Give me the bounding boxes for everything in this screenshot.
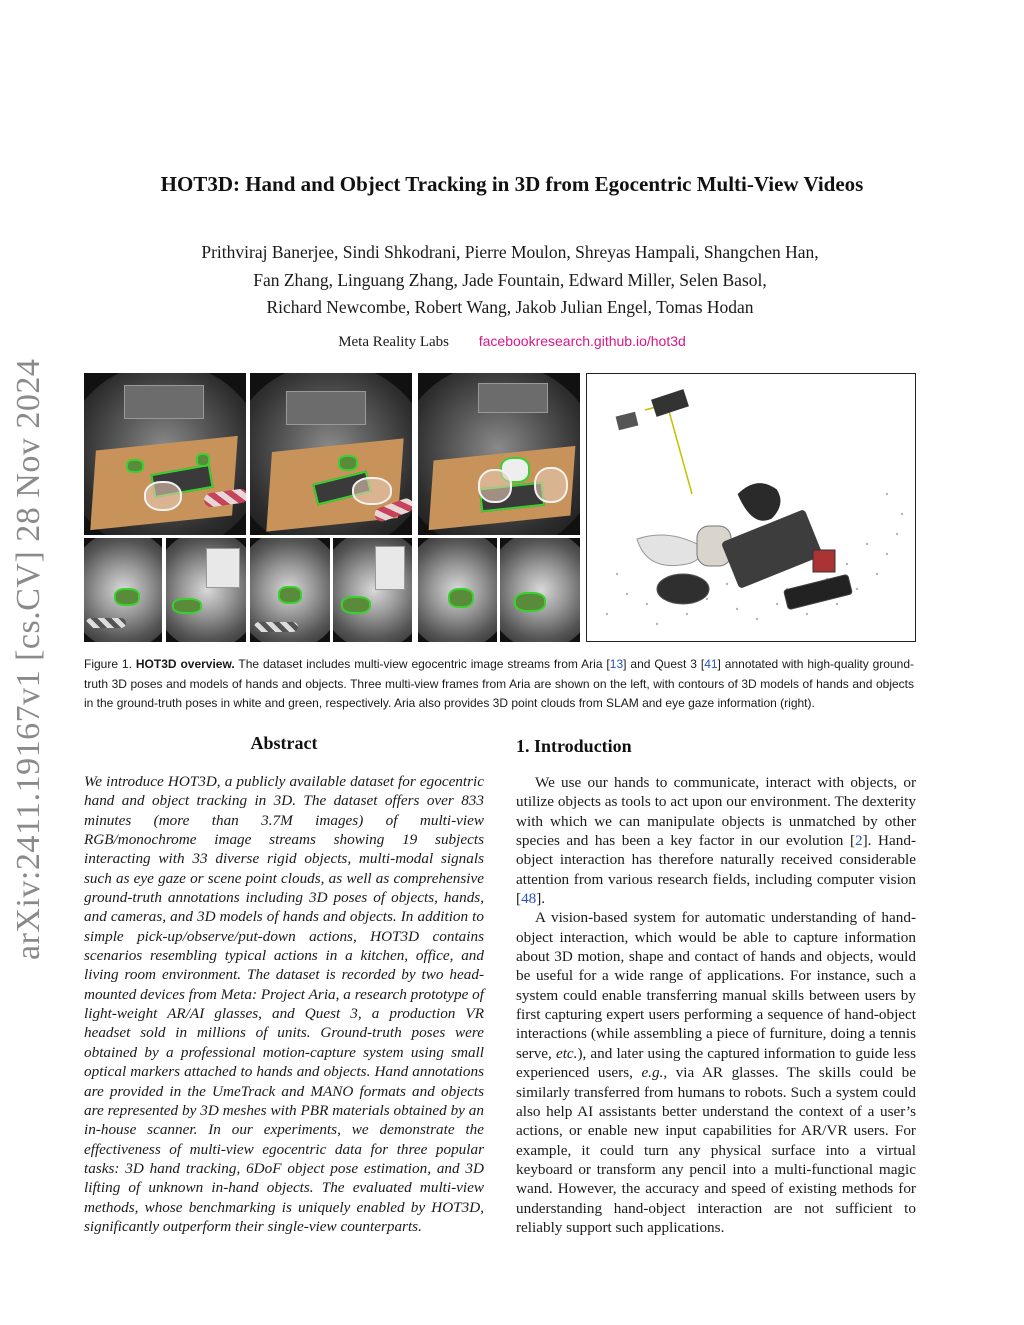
citation-link[interactable]: 13 — [609, 657, 624, 671]
hand-contour — [478, 469, 512, 503]
aria-rgb-frame-1 — [84, 373, 246, 535]
figure-label: Figure 1. — [84, 657, 132, 671]
figure-caption-title: HOT3D overview. — [135, 657, 235, 671]
citation-link[interactable]: 48 — [521, 890, 537, 908]
intro-paragraph-2 — [516, 908, 916, 1237]
arm — [86, 618, 126, 628]
aria-mono-frame-2a — [250, 538, 330, 642]
hand-contour — [144, 481, 182, 511]
keyboard-model — [721, 509, 823, 589]
wall-shelf — [124, 385, 204, 419]
object-contour — [448, 588, 474, 608]
intro-text: etc. — [555, 1044, 578, 1062]
camera-frustum — [616, 412, 639, 430]
object-contour — [172, 598, 202, 614]
intro-text: e.g. — [641, 1064, 664, 1082]
aria-rgb-frame-3 — [418, 373, 580, 535]
hand-contour — [534, 467, 568, 503]
caption-text: ] and Quest 3 [ — [623, 657, 705, 671]
paper-title: HOT3D: Hand and Object Tracking in 3D from Egocentric Multi-View Videos — [160, 172, 864, 196]
point-cloud-panel — [586, 373, 916, 642]
intro-text: ]. Hand-object interaction has therefore naturally received considerable attention from various research fields, including computer vision [ — [516, 832, 917, 908]
aria-mono-frame-2b — [333, 538, 412, 642]
fisheye-view — [500, 538, 580, 642]
author-line-2: Fan Zhang, Linguang Zhang, Jade Fountain, Edward Miller, Selen Basol, — [253, 269, 767, 290]
rubiks-cube-model — [813, 550, 835, 572]
intro-text: We use our hands to communicate, interact with objects, or utilize objects as tools to act upon our environment. The dexterity with which we can manipulate objects is unmatched by other species and has been a key factor in our evolution [ — [516, 774, 916, 850]
aria-mono-frame-1a — [84, 538, 162, 642]
object-contour — [196, 453, 210, 467]
point-cloud-render — [587, 374, 916, 642]
project-link[interactable]: facebookresearch.github.io/hot3d — [478, 333, 686, 349]
intro-paragraph-1 — [516, 773, 916, 908]
caption-text: ] annotated with high-quality ground-truth 3D poses and models of hands and objects. Three multi-view frames from Aria are shown on the left, with contours of 3D models of hands and objects in the ground-truth poses in white and green, respectively. Aria also provides 3D point clouds from SLAM and eye gaze information (right). — [84, 657, 914, 711]
gaze-ray — [667, 404, 692, 494]
object-contour — [278, 586, 302, 604]
figure-caption — [84, 655, 914, 714]
phone-model — [784, 574, 853, 609]
aria-rgb-frame-2 — [250, 373, 412, 535]
object-contour — [341, 596, 371, 614]
citation-link[interactable]: 41 — [704, 657, 718, 671]
author-list — [110, 239, 910, 322]
affiliation-row — [0, 333, 1024, 351]
arxiv-id: arXiv:2411.19167v1 [cs.CV] 28 Nov 2024 — [10, 358, 47, 960]
abstract-body: We introduce HOT3D, a publicly available dataset for egocentric hand and object tracking in 3D. The dataset offers over 833 minutes (more than 3.7M images) of multi-view RGB/monochrome image streams showing 19 subjects interacting with 33 diverse rigid objects, multi-modal signals such as eye gaze or scene point clouds, as well as comprehensive ground-truth annotations including 3D poses of objects, hands, and cameras, and 3D models of hands and objects. In addition to simple pick-up/observe/put-down actions, HOT3D contains scenarios resembling typical actions in a kitchen, office, and living room environment. The dataset is recorded by two head-mounted devices from Meta: Project Aria, a research prototype of light-weight AR/AI glasses, and Quest 3, a production VR headset sold in millions of units. Ground-truth poses were obtained by a professional motion-capture system using small optical markers attached to hands and objects. Hand annotations are provided in the UmeTrack and MANO formats and objects are represented by 3D meshes with PBR materials obtained by an in-house scanner. In our experiments, we demonstrate the effectiveness of multi-view egocentric data for three popular tasks: 3D hand tracking, 6DoF object pose estimation, and 3D lifting of unknown in-hand objects. The evaluated multi-view methods, whose benchmarking is uniquely enabled by HOT3D, significantly outperform their single-view counterparts. — [84, 773, 484, 1235]
object-contour — [338, 455, 358, 471]
author-line-3: Richard Newcombe, Robert Wang, Jakob Julian Engel, Tomas Hodan — [266, 297, 754, 317]
object-contour — [126, 459, 144, 473]
wall-shelf — [478, 383, 548, 413]
aria-mono-frame-1b — [166, 538, 246, 642]
hand-model — [637, 535, 700, 566]
aria-mono-frame-3a — [418, 538, 497, 642]
aria-mono-frame-3b — [500, 538, 580, 642]
citation-link[interactable]: 2 — [855, 832, 863, 850]
intro-column — [516, 773, 916, 1237]
intro-text: ]. — [536, 890, 546, 908]
hand-model — [737, 483, 781, 522]
arm — [254, 622, 298, 632]
intro-text: , via AR glasses. The skills could be similarly transferred from humans to robots. Such a system could also help AI assistants better understand the context of a user’s actions, or enable new input capabilities for AR/VR users. For example, it could turn any physical surface into a virtual keyboard or transform any pencil into a multi-functional magic wand. However, the accuracy and speed of existing methods for understanding hand-object interaction are not sufficient to reliably support such applications. — [516, 1064, 917, 1236]
affiliation: Meta Reality Labs — [338, 334, 449, 350]
abstract-heading: Abstract — [250, 733, 318, 753]
author-line-1: Prithviraj Banerjee, Sindi Shkodrani, Pierre Moulon, Shreyas Hampali, Shangchen Han, — [201, 242, 819, 262]
mouse-model — [657, 574, 709, 604]
intro-text: ), and later using the captured information to guide less experienced users, — [516, 1044, 916, 1082]
abstract-column — [84, 772, 484, 1236]
wall-shelf — [286, 391, 366, 425]
wall-panel — [375, 546, 405, 590]
wall-panel — [206, 548, 240, 588]
intro-text: A vision-based system for automatic understanding of hand-object interaction, which would be able to capture information about 3D motion, shape and contact of hands and objects, would be useful for a wide range of applications. For instance, such a system could enable transferring manual skills between users by first capturing expert users performing a sequence of hand-object interactions (while assembling a piece of furniture, doing a tennis serve, — [516, 909, 916, 1062]
object-contour — [114, 588, 140, 606]
intro-heading: 1. Introduction — [516, 736, 632, 756]
caption-text: The dataset includes multi-view egocentric image streams from Aria [ — [234, 657, 610, 671]
object-contour — [514, 592, 546, 612]
hand-contour — [352, 477, 392, 505]
